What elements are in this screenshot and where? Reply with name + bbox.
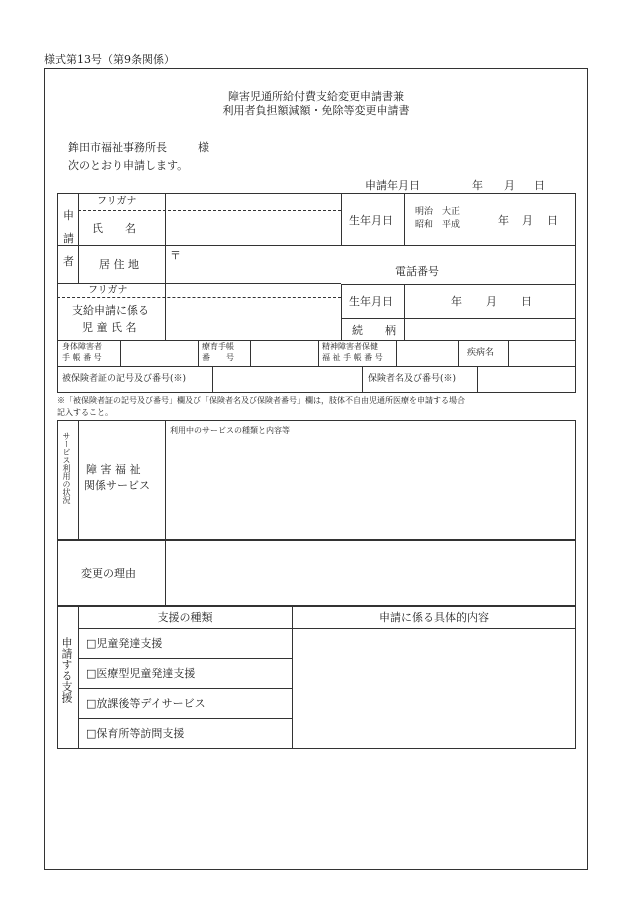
applicant-furigana-field[interactable] bbox=[166, 194, 340, 209]
note-line1: ※「被保険者証の記号及び番号」欄及び「保険者名及び保険者番号」欄は，肢体不自由児通所医療を申請する場合 bbox=[57, 396, 465, 405]
insured-card-field[interactable] bbox=[213, 367, 361, 392]
mental-handbook-label-line1: 精神障害者保健 bbox=[322, 342, 378, 351]
child-birthdate-field[interactable] bbox=[405, 285, 575, 317]
application-date-day: 日 bbox=[534, 179, 545, 192]
applicant-name-field[interactable] bbox=[166, 211, 340, 244]
ryoiku-handbook-field[interactable] bbox=[251, 341, 317, 365]
phone-label: 電話番号 bbox=[395, 265, 439, 278]
support-side-label: 申請する支援 bbox=[60, 637, 73, 703]
service-category-line2: 関係サービス bbox=[84, 479, 150, 492]
form-title-line2: 利用者負担額減額・免除等変更申請書 bbox=[222, 104, 410, 117]
mental-handbook-label-line2: 福 祉 手 帳 番 号 bbox=[322, 353, 383, 362]
child-birth-year: 年 bbox=[451, 295, 462, 308]
physical-handbook-field[interactable] bbox=[121, 341, 197, 365]
application-date-field[interactable] bbox=[425, 176, 575, 192]
child-name-field[interactable] bbox=[166, 298, 340, 339]
application-date-month: 月 bbox=[504, 179, 515, 192]
postal-mark: 〒 bbox=[170, 249, 181, 262]
child-furigana-label: フリガナ bbox=[88, 285, 128, 296]
application-date-year: 年 bbox=[472, 179, 483, 192]
applicant-birthdate-label: 生年月日 bbox=[349, 214, 393, 227]
child-name-label-line2: 児 童 氏 名 bbox=[82, 321, 137, 334]
applicant-birth-month: 月 bbox=[522, 214, 533, 227]
service-category-line1: 障 害 福 祉 bbox=[86, 463, 141, 476]
ryoiku-handbook-label-line2: 番 号 bbox=[202, 353, 234, 362]
applicant-birth-year: 年 bbox=[498, 214, 509, 227]
physical-handbook-label-line1: 身体障害者 bbox=[62, 342, 102, 351]
form-title-line1: 障害児通所給付費支給変更申請書兼 bbox=[228, 90, 404, 103]
child-furigana-field[interactable] bbox=[166, 284, 340, 296]
ryoiku-handbook-label-line1: 療育手帳 bbox=[202, 342, 234, 351]
insured-card-label: 被保険者証の記号及び番号(※) bbox=[62, 374, 187, 384]
addressee: 鉾田市福祉事務所長 bbox=[68, 141, 167, 154]
insurer-label: 保険者名及び番号(※) bbox=[368, 374, 457, 384]
child-birth-day: 日 bbox=[521, 295, 532, 308]
support-option-medical-child-development[interactable]: □医療型児童発達支援 bbox=[86, 667, 196, 680]
applicant-eras-line1: 明治 大正 bbox=[415, 207, 461, 217]
form-number: 様式第13号（第9条関係） bbox=[44, 53, 175, 66]
insurer-field[interactable] bbox=[478, 367, 575, 392]
application-date-label: 申請年月日 bbox=[365, 179, 420, 192]
address-field[interactable] bbox=[166, 246, 391, 282]
phone-field[interactable] bbox=[450, 258, 575, 282]
applicant-eras-line2: 昭和 平成 bbox=[415, 220, 461, 230]
disease-field[interactable] bbox=[509, 341, 575, 365]
applicant-label-char2: 請 bbox=[63, 232, 74, 245]
applicant-furigana-label: フリガナ bbox=[97, 196, 137, 207]
support-option-child-development[interactable]: □児童発達支援 bbox=[86, 637, 163, 650]
intro-text: 次のとおり申請します。 bbox=[68, 159, 189, 172]
child-birth-month: 月 bbox=[486, 295, 497, 308]
service-content-label: 利用中のサービスの種類と内容等 bbox=[170, 426, 290, 435]
reason-label: 変更の理由 bbox=[81, 567, 136, 580]
applicant-name-label: 氏 名 bbox=[92, 222, 136, 235]
relation-label: 続 柄 bbox=[352, 324, 396, 337]
applicant-label-char1: 申 bbox=[63, 209, 74, 222]
service-content-field[interactable] bbox=[166, 438, 575, 539]
support-option-nursery-visit-support[interactable]: □保育所等訪問支援 bbox=[86, 727, 185, 740]
relation-field[interactable] bbox=[405, 319, 575, 339]
address-label: 居 住 地 bbox=[99, 258, 139, 271]
child-name-label-line1: 支給申請に係る bbox=[72, 304, 149, 317]
applicant-label-char3: 者 bbox=[63, 255, 74, 268]
honorific: 様 bbox=[198, 141, 209, 154]
child-birthdate-label: 生年月日 bbox=[349, 295, 393, 308]
reason-field[interactable] bbox=[166, 541, 575, 605]
mental-handbook-field[interactable] bbox=[397, 341, 457, 365]
support-type-header: 支援の種類 bbox=[157, 611, 213, 624]
note-line2: 記入すること。 bbox=[57, 408, 113, 417]
support-detail-header: 申請に係る具体的内容 bbox=[379, 611, 489, 624]
service-status-side-label: サービス利用の状況 bbox=[62, 432, 71, 504]
physical-handbook-label-line2: 手 帳 番 号 bbox=[62, 353, 102, 362]
disease-label: 疾病名 bbox=[467, 348, 495, 358]
applicant-birthdate-field[interactable] bbox=[405, 194, 575, 244]
applicant-birth-day: 日 bbox=[547, 214, 558, 227]
support-option-after-school-day-service[interactable]: □放課後等デイサービス bbox=[86, 697, 206, 710]
support-detail-field[interactable] bbox=[293, 629, 575, 748]
